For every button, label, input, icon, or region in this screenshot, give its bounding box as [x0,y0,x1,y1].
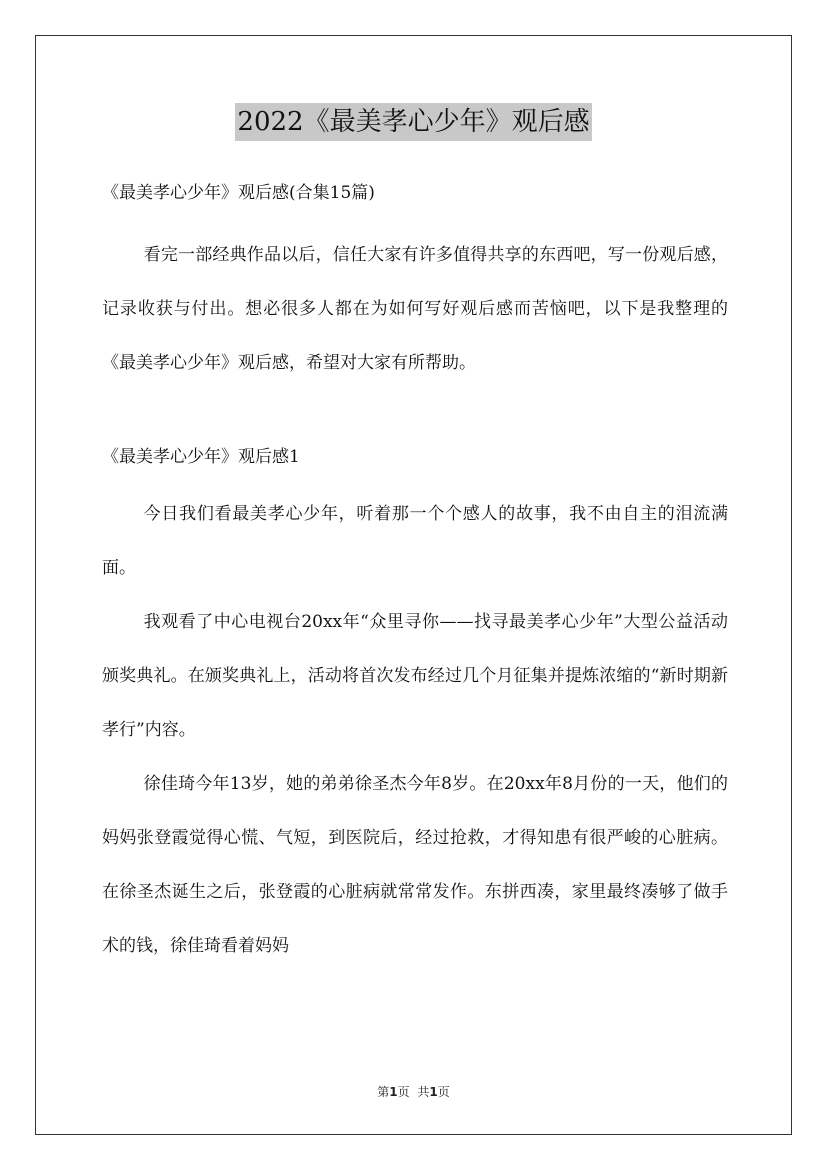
page-number: 1 [389,1085,398,1099]
body-paragraph-2: 我观看了中心电视台20xx年“众里寻你——找寻最美孝心少年”大型公益活动颁奖典礼。在颁奖典礼上，活动将首次发布经过几个月征集并提炼浓缩的“新时期新孝行”内容。 [102,612,728,740]
page-suffix: 页 [397,1085,410,1099]
title-container [0,103,827,141]
total-prefix: 共 [417,1085,430,1099]
section-heading: 《最美孝心少年》观后感1 [102,447,300,467]
total-suffix: 页 [437,1085,450,1099]
document-body [102,176,728,973]
section-spacer [102,390,728,440]
page-prefix: 第 [377,1085,390,1099]
body-paragraph-1: 今日我们看最美孝心少年，听着那一个个感人的故事，我不由自主的泪流满面。 [102,504,728,578]
document-subtitle: 《最美孝心少年》观后感(合集15篇) [102,183,375,203]
intro-paragraph: 看完一部经典作品以后，信任大家有许多值得共享的东西吧，写一份观后感，记录收获与付出。想必很多人都在为如何写好观后感而苦恼吧，以下是我整理的《最美孝心少年》观后感，希望对大家有所帮助。 [102,245,728,373]
body-paragraph-3: 徐佳琦今年13岁，她的弟弟徐圣杰今年8岁。在20xx年8月份的一天，他们的妈妈张登霞觉得心慌、气短，到医院后，经过抢救，才得知患有很严峻的心脏病。在徐圣杰诞生之后，张登霞的心脏病就常常发作。东拼西凑，家里最终凑够了做手术的钱，徐佳琦看着妈妈 [102,774,728,956]
page-footer [0,1083,827,1100]
total-pages: 1 [429,1085,438,1099]
document-title: 2022《最美孝心少年》观后感 [235,103,591,141]
